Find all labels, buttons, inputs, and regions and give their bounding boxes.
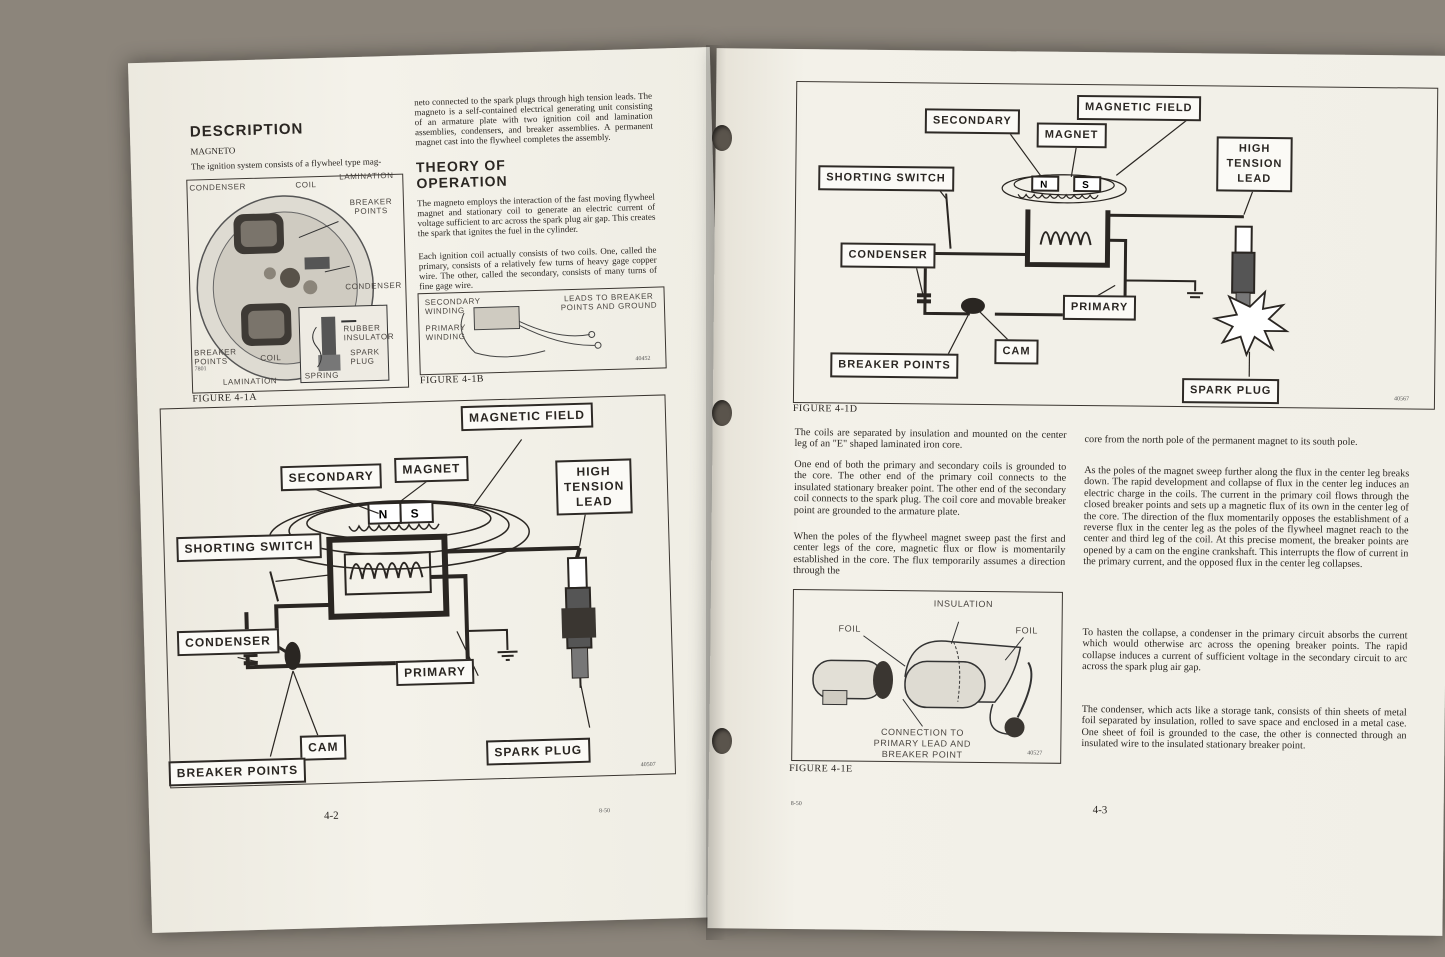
col2-paragraph-3: To hasten the collapse, a condenser in the primary circuit absorbs the current which would otherwise arc across the opening breaker points. The rapid collapse induces a current of sufficient voltage in the secondary circuit to arc across the spark plug air gap. <box>1082 627 1408 674</box>
fig1c-label-high-tension-lead: HIGH TENSION LEAD <box>555 458 633 515</box>
fig1d-label-breaker-points: BREAKER POINTS <box>830 352 959 378</box>
fig1e-label-insulation: INSULATION <box>933 598 994 610</box>
intro-text: The ignition system consists of a flywheel type mag- <box>190 156 382 172</box>
magneto-schematic <box>161 395 675 787</box>
figure-4-1c-frame <box>160 391 676 788</box>
col2-paragraph-1: core from the north pole of the permanent magnet to its south pole. <box>1084 434 1358 448</box>
fig1a-label-lamination: LAMINATION <box>339 170 394 182</box>
fig1a-label-condenser-2: CONDENSER <box>345 280 402 292</box>
fig1c-label-magnetic-field: MAGNETIC FIELD <box>461 402 594 431</box>
fig1a-label-condenser: CONDENSER <box>189 182 247 193</box>
fig1a-label-breaker-points-2: BREAKER POINTS <box>193 347 237 367</box>
fig1e-code: 40527 <box>1027 750 1043 757</box>
fig1a-label-coil: COIL <box>295 180 317 190</box>
magneto-subheading: MAGNETO <box>190 145 236 157</box>
fig1c-label-magnet: MAGNET <box>394 456 469 483</box>
fig1b-label-leads: LEADS TO BREAKER POINTS AND GROUND <box>560 291 658 313</box>
fig1c-label-condenser: CONDENSER <box>177 628 279 656</box>
col1-paragraph-2: One end of both the primary and secondary coils is grounded to the core. The other end of the primary coil connects to the insulated stationary breaker point. The other end of the secondary coil connects to the spark plug. The coil core and movable breaker point are grounded to the armature plate. <box>793 459 1067 518</box>
ground-icon <box>498 652 518 661</box>
figure-4-1b-frame <box>418 286 667 375</box>
fig1e-label-foil-left: FOIL <box>838 623 862 634</box>
fig1c-label-shorting-switch: SHORTING SWITCH <box>176 533 322 562</box>
svg-text:S: S <box>1082 180 1089 192</box>
col2-paragraph-2: As the poles of the magnet sweep further along the flux in the center leg breaks down. The rapid development and collapse of flux in the center leg induces an electric charge in the coils. The current in the primary coil flows through the closed breaker points and sets up a magnetic flux of its own in the center leg of the core. The direction of the flux momentarily opposes the establishment of a reverse flux in the center leg as the poles of the flywheel magnet reach to the center and third leg of the coil. At this precise moment, the breaker points are opened by a cam on the engine crankshaft. This interrupts the flow of current in the primary current, and the opposed flux in the center leg collapses. <box>1083 465 1410 571</box>
description-heading: DESCRIPTION <box>189 120 304 141</box>
svg-text:N: N <box>378 507 388 522</box>
fig1d-label-magnet: MAGNET <box>1037 123 1107 149</box>
fig1a-label-spring: SPRING <box>304 370 340 381</box>
fig1d-code: 40567 <box>1393 396 1410 403</box>
fig1a-label-rubber-insulator: RUBBER INSULATOR <box>343 323 395 343</box>
figure-4-1e-frame <box>791 589 1063 764</box>
fig1b-code: 40452 <box>635 355 651 363</box>
fig1c-code: 40507 <box>640 761 656 769</box>
right-page <box>707 48 1445 936</box>
figure-4-1a-frame <box>186 170 409 394</box>
binder-hole-icon <box>712 400 732 426</box>
fig1d-label-cam: CAM <box>994 339 1038 364</box>
fig1e-label-connection: CONNECTION TO PRIMARY LEAD AND BREAKER POINT <box>873 726 972 760</box>
left-page-date-code: 8-50 <box>598 808 611 815</box>
fig1c-label-breaker-points: BREAKER POINTS <box>168 758 306 787</box>
fig1d-label-spark-plug: SPARK PLUG <box>1182 378 1280 404</box>
fig1a-label-breaker-points: BREAKER POINTS <box>349 196 393 217</box>
left-page-number: 4-2 <box>323 809 339 823</box>
fig1a-label-coil-2: COIL <box>260 353 282 363</box>
fig1a-label-spark-plug: SPARK PLUG <box>350 347 380 367</box>
svg-text:S: S <box>410 506 419 521</box>
fig1d-label-primary: PRIMARY <box>1063 295 1137 321</box>
figure-4-1d-frame <box>793 81 1438 410</box>
fig1c-label-secondary: SECONDARY <box>280 463 382 491</box>
right-page-date-code: 8-50 <box>790 800 802 808</box>
figure-4-1d-caption: FIGURE 4-1D <box>792 402 858 415</box>
fig1b-label-primary-winding: PRIMARY WINDING <box>425 322 466 343</box>
col1-paragraph-3: When the poles of the flywheel magnet sweep past the first and center legs of the core, magnetic flux or flow is momentarily established in the core. The flux temporarily assumes a direction through the <box>793 531 1066 577</box>
fig1e-label-foil-right: FOIL <box>1015 625 1039 636</box>
figure-4-1e-caption: FIGURE 4-1E <box>789 762 853 775</box>
spark-burst-icon <box>1214 291 1287 355</box>
theory-paragraph-2: Each ignition coil actually consists of two coils. One, called the primary, consists of a relatively few turns of heavy gage copper wire. The other, called the secondary, consists of many turns of fine gage wire. <box>418 244 658 292</box>
fig1d-label-secondary: SECONDARY <box>925 108 1020 134</box>
figure-4-1a-caption: FIGURE 4-1A <box>192 391 258 405</box>
intro-continued-text: neto connected to the spark plugs through high tension leads. The magneto is a self-contained electrical generating unit consisting of an armature plate with two ignition coil and lamination assemblies, condensers, and breaker assemblies. A permanent magnet cast into the flywheel completes the assembly. <box>414 90 654 148</box>
fig1b-label-secondary-winding: SECONDARY WINDING <box>424 296 481 317</box>
right-page-number: 4-3 <box>1092 804 1108 817</box>
fig1c-label-spark-plug: SPARK PLUG <box>486 738 590 766</box>
theory-heading-line1: THEORY OF <box>415 156 507 176</box>
col1-paragraph-1: The coils are separated by insulation and mounted on the center leg of an "E" shaped laminated iron core. <box>794 427 1067 452</box>
figure-4-1b-caption: FIGURE 4-1B <box>419 373 485 387</box>
fig1c-label-cam: CAM <box>300 734 347 760</box>
fig1d-label-shorting-switch: SHORTING SWITCH <box>818 165 954 191</box>
col2-paragraph-4: The condenser, which acts like a storage tank, consists of thin sheets of metal foil separated by insulation, rolled to save space and enclosed in a metal case. One sheet of foil is grounded to the case, the other is connected through an insulated wire to the insulated stationary breaker point. <box>1081 704 1407 752</box>
svg-text:N: N <box>1040 179 1048 191</box>
fig1a-label-lamination-2: LAMINATION <box>222 376 278 387</box>
theory-paragraph-1: The magneto employs the interaction of the fast moving flywheel magnet and stationary coil to generate an electric current of voltage sufficient to arc across the spark plug air gap. This creates the spark that ignites the fuel in the cylinder. <box>416 191 656 239</box>
fig1c-label-primary: PRIMARY <box>396 659 475 686</box>
theory-heading-line2: OPERATION <box>416 172 508 192</box>
fig1d-label-magnetic-field: MAGNETIC FIELD <box>1077 95 1201 121</box>
binder-hole-icon <box>712 125 732 151</box>
binder-hole-icon <box>712 728 732 754</box>
fig1d-label-condenser: CONDENSER <box>840 242 936 268</box>
fig1d-label-high-tension-lead: HIGH TENSION LEAD <box>1216 136 1293 192</box>
spine-shadow <box>706 45 726 940</box>
left-page <box>128 47 734 933</box>
fig1a-code: 7801 <box>194 366 207 373</box>
spark-plug-icon <box>560 557 598 688</box>
